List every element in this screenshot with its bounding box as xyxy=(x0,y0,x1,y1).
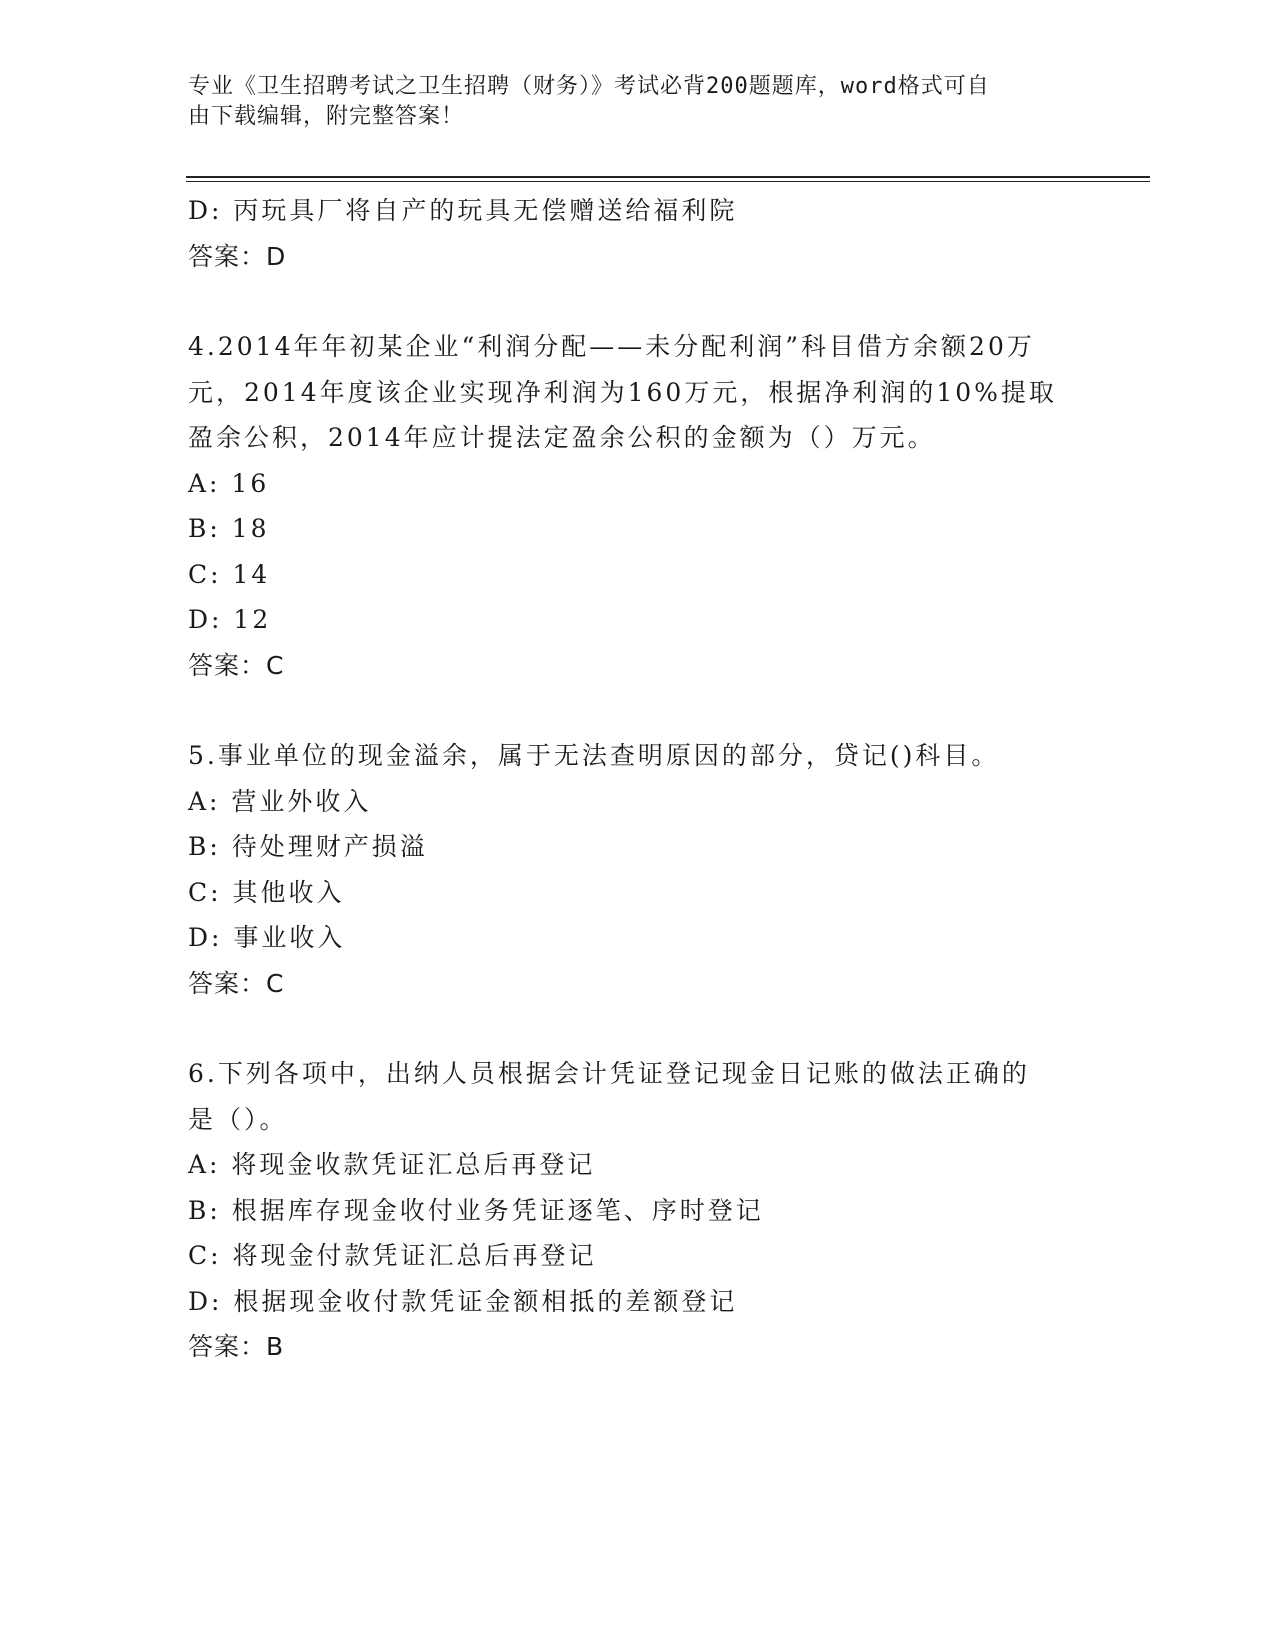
q4-stem-line-1: 4.2014年年初某企业“利润分配——未分配利润”科目借方余额20万 xyxy=(188,332,1035,361)
spacer xyxy=(188,1006,1088,1051)
header-divider-thin xyxy=(186,181,1150,182)
question-list xyxy=(188,188,1088,1370)
question-3 xyxy=(188,188,1088,279)
header-title-line-2: 由下载编辑，附完整答案！ xyxy=(188,104,465,129)
spacer xyxy=(188,279,1088,324)
q4-stem-line-3: 盈余公积，2014年应计提法定盈余公积的金额为（）万元。 xyxy=(188,423,936,452)
header-title-line-1: 专业《卫生招聘考试之卫生招聘（财务）》考试必背200题题库，word格式可自 xyxy=(188,74,990,99)
q4-option-d: D: 12 xyxy=(188,605,272,634)
question-5 xyxy=(188,733,1088,1006)
q4-answer: 答案：C xyxy=(188,650,285,680)
question-6 xyxy=(188,1051,1088,1370)
q6-answer: 答案：B xyxy=(188,1332,285,1361)
q6-option-d: D: 根据现金收付款凭证金额相抵的差额登记 xyxy=(188,1286,738,1316)
question-4 xyxy=(188,324,1088,688)
page-header xyxy=(188,72,1068,132)
q3-answer: 答案：D xyxy=(188,241,287,271)
q5-option-d: D: 事业收入 xyxy=(188,923,346,952)
q4-option-c: C: 14 xyxy=(188,559,271,589)
q6-stem-line-1: 6.下列各项中，出纳人员根据会计凭证登记现金日记账的做法正确的 xyxy=(188,1059,1030,1088)
q6-option-b: B: 根据库存现金收付业务凭证逐笔、序时登记 xyxy=(188,1195,764,1225)
q5-option-c: C: 其他收入 xyxy=(188,877,345,907)
header-divider-thick xyxy=(186,176,1150,178)
q4-stem-line-2: 元，2014年度该企业实现净利润为160万元，根据净利润的10%提取 xyxy=(188,377,1057,407)
spacer xyxy=(188,688,1088,733)
q6-option-c: C: 将现金付款凭证汇总后再登记 xyxy=(188,1241,597,1270)
q6-stem-line-2: 是（）。 xyxy=(188,1104,288,1134)
q5-answer: 答案：C xyxy=(188,968,285,998)
q6-option-a: A: 将现金收款凭证汇总后再登记 xyxy=(188,1150,596,1179)
q5-stem-line-1: 5.事业单位的现金溢余，属于无法查明原因的部分，贷记()科目。 xyxy=(188,741,1000,770)
q4-option-a: A: 16 xyxy=(188,468,270,498)
q5-option-a: A: 营业外收入 xyxy=(188,786,372,816)
q3-option-d: D: 丙玩具厂将自产的玩具无偿赠送给福利院 xyxy=(188,196,738,225)
q4-option-b: B: 18 xyxy=(188,514,270,543)
q5-option-b: B: 待处理财产损溢 xyxy=(188,832,428,861)
